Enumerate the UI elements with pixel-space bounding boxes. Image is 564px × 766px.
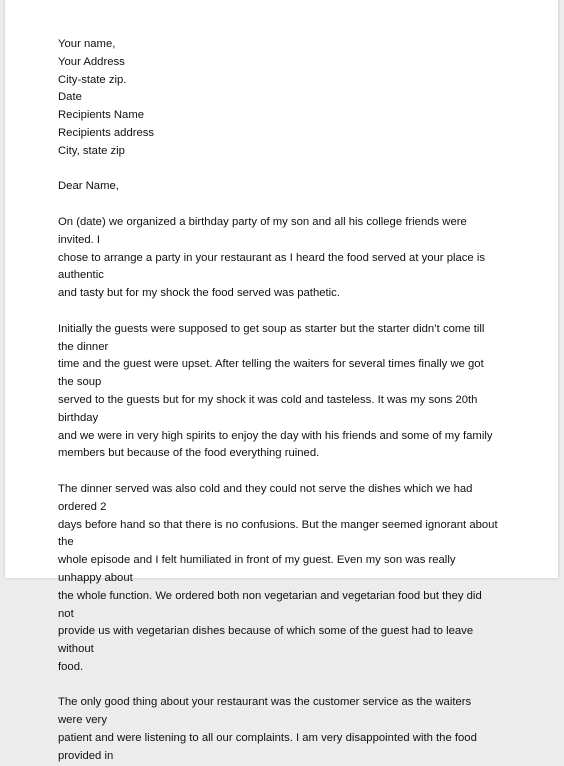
recipient-address: Recipients address — [58, 126, 155, 139]
paragraph-1: On (date) we organized a birthday party of my son and all his college friends were invited. I chose to arrange a party in your restaurant as I heard the food served at your place is authentic and tasty but for my shock the food served was pathetic. — [58, 215, 486, 300]
paragraph-3: The dinner served was also cold and they could not serve the dishes which we had ordered 2 days before hand so that there is no confusions. But the manger seemed ignorant about the whole episode and I felt humiliated in front of my guest. Even my son was really unhappy about the whole function. We ordered both non vegetarian and vegetarian food but they did not provide us with vegetarian dishes because of which some of the guest had to leave without food. — [58, 482, 498, 673]
letter-date: Date — [58, 91, 82, 104]
salutation: Dear Name, — [58, 180, 119, 193]
paragraph-4: The only good thing about your restaurant was the customer service as the waiters were very patient and were listening to all our complaints. I am very disappointed with the food provided in — [58, 696, 477, 762]
recipient-address-block — [58, 107, 498, 160]
recipient-city-state-zip: City, state zip — [58, 144, 125, 157]
sender-address: Your Address — [58, 55, 125, 68]
letter-body — [58, 36, 498, 766]
paragraph-2: Initially the guests were supposed to get soup as starter but the starter didn’t come till the dinner time and the guest were upset. After telling the waiters for several times finally we got the soup served to the guests but for my shock it was cold and tasteless. It was my sons 20th birthday and we were in very high spirits to enjoy the day with his friends and some of my family members but because of the food everything ruined. — [58, 322, 493, 460]
sender-name: Your name, — [58, 38, 116, 50]
letter-page — [5, 0, 558, 762]
sender-address-block — [58, 36, 498, 107]
recipient-name: Recipients Name — [58, 109, 145, 122]
sender-city-state-zip: City-state zip. — [58, 73, 127, 86]
